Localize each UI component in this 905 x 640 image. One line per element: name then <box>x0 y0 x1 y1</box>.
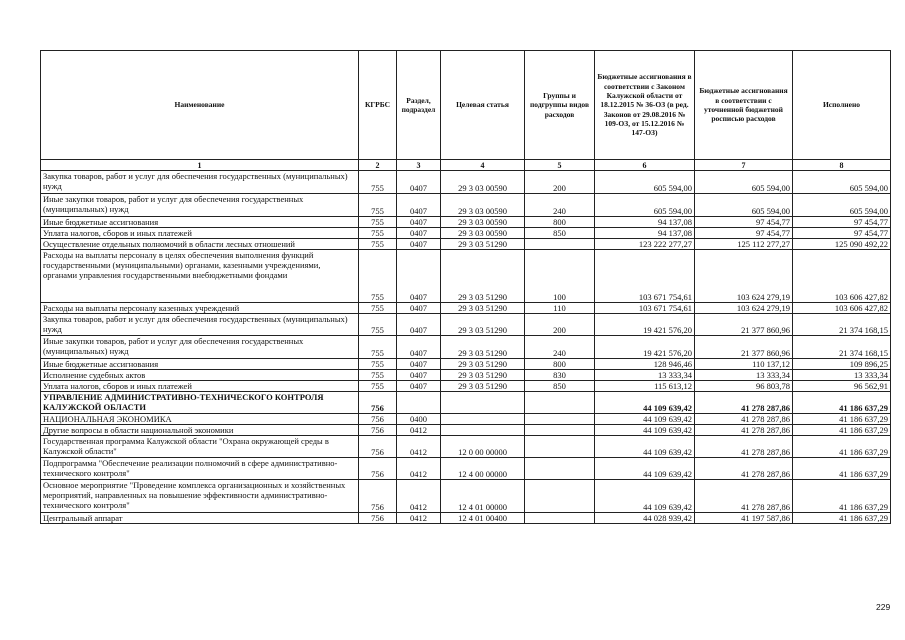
cell-target-article: 29 3 03 51290 <box>441 250 525 303</box>
cell-name: Расходы на выплаты персоналу казенных учреждений <box>41 303 359 314</box>
cell-kgrbs: 755 <box>359 303 397 314</box>
cell-law-appropriations: 19 421 576,20 <box>595 314 695 336</box>
cell-kgrbs: 755 <box>359 370 397 381</box>
cell-expense-group <box>525 425 595 436</box>
cell-expense-group: 200 <box>525 314 595 336</box>
cell-expense-group <box>525 480 595 513</box>
column-number: 3 <box>397 160 441 171</box>
table-row <box>41 217 891 228</box>
cell-law-appropriations: 94 137,08 <box>595 228 695 239</box>
cell-target-article: 12 4 01 00000 <box>441 480 525 513</box>
cell-kgrbs: 756 <box>359 513 397 524</box>
cell-law-appropriations: 13 333,34 <box>595 370 695 381</box>
cell-executed: 41 186 637,29 <box>793 513 891 524</box>
cell-name: Уплата налогов, сборов и иных платежей <box>41 381 359 392</box>
cell-kgrbs: 755 <box>359 228 397 239</box>
cell-name: Иные закупки товаров, работ и услуг для обеспечения государственных (муниципальных) нужд <box>41 194 359 217</box>
cell-refined-appropriations: 21 377 860,96 <box>695 314 793 336</box>
header-law-appropriations: Бюджетные ассигнования в соответствии с Законом Калужской области от 18.12.2015 № 36-ОЗ (в ред. Законов от 29.08.2016 № 109-ОЗ, от 15.12.2016 № 147-ОЗ) <box>595 51 695 160</box>
column-number: 4 <box>441 160 525 171</box>
cell-expense-group <box>525 239 595 250</box>
table-row <box>41 239 891 250</box>
cell-target-article: 12 0 00 00000 <box>441 436 525 458</box>
cell-refined-appropriations: 96 803,78 <box>695 381 793 392</box>
header-kgrbs: КГРБС <box>359 51 397 160</box>
cell-executed: 41 186 637,29 <box>793 436 891 458</box>
cell-name: Исполнение судебных актов <box>41 370 359 381</box>
table-row <box>41 250 891 303</box>
cell-executed: 41 186 637,29 <box>793 414 891 425</box>
cell-name: Закупка товаров, работ и услуг для обеспечения государственных (муниципальных) нужд <box>41 171 359 194</box>
cell-kgrbs: 755 <box>359 171 397 194</box>
header-target-article: Целевая статья <box>441 51 525 160</box>
cell-law-appropriations: 44 109 639,42 <box>595 392 695 414</box>
table-row <box>41 392 891 414</box>
cell-law-appropriations: 19 421 576,20 <box>595 336 695 359</box>
column-number: 2 <box>359 160 397 171</box>
cell-expense-group: 240 <box>525 194 595 217</box>
cell-kgrbs: 755 <box>359 336 397 359</box>
cell-law-appropriations: 44 109 639,42 <box>595 425 695 436</box>
cell-name: Расходы на выплаты персоналу в целях обеспечения выполнения функций государственными (муниципальными) органами, казенными учреждениями, органами управления государственными внебюджетными фондами <box>41 250 359 303</box>
column-number: 8 <box>793 160 891 171</box>
cell-law-appropriations: 103 671 754,61 <box>595 303 695 314</box>
cell-executed: 41 186 637,29 <box>793 425 891 436</box>
cell-section: 0412 <box>397 436 441 458</box>
cell-refined-appropriations: 21 377 860,96 <box>695 336 793 359</box>
cell-law-appropriations: 44 109 639,42 <box>595 480 695 513</box>
cell-target-article <box>441 392 525 414</box>
cell-refined-appropriations: 41 278 287,86 <box>695 392 793 414</box>
cell-refined-appropriations: 41 278 287,86 <box>695 480 793 513</box>
cell-target-article: 12 4 00 00000 <box>441 458 525 480</box>
table-row <box>41 414 891 425</box>
cell-executed: 41 186 637,29 <box>793 392 891 414</box>
table-row <box>41 458 891 480</box>
cell-executed: 97 454,77 <box>793 217 891 228</box>
cell-expense-group: 100 <box>525 250 595 303</box>
cell-executed: 13 333,34 <box>793 370 891 381</box>
cell-target-article: 29 3 03 51290 <box>441 303 525 314</box>
table-row <box>41 194 891 217</box>
cell-law-appropriations: 605 594,00 <box>595 194 695 217</box>
cell-expense-group: 800 <box>525 359 595 370</box>
cell-expense-group: 850 <box>525 228 595 239</box>
cell-refined-appropriations: 41 278 287,86 <box>695 436 793 458</box>
cell-name: НАЦИОНАЛЬНАЯ ЭКОНОМИКА <box>41 414 359 425</box>
cell-section: 0407 <box>397 370 441 381</box>
table-row <box>41 228 891 239</box>
cell-kgrbs: 755 <box>359 217 397 228</box>
cell-refined-appropriations: 97 454,77 <box>695 228 793 239</box>
cell-target-article: 29 3 03 00590 <box>441 217 525 228</box>
cell-target-article: 29 3 03 51290 <box>441 314 525 336</box>
cell-executed: 21 374 168,15 <box>793 336 891 359</box>
cell-target-article: 29 3 03 00590 <box>441 228 525 239</box>
cell-kgrbs: 756 <box>359 425 397 436</box>
cell-target-article: 29 3 03 51290 <box>441 239 525 250</box>
cell-section: 0412 <box>397 513 441 524</box>
cell-law-appropriations: 605 594,00 <box>595 171 695 194</box>
cell-law-appropriations: 44 109 639,42 <box>595 414 695 425</box>
cell-expense-group <box>525 436 595 458</box>
cell-law-appropriations: 94 137,08 <box>595 217 695 228</box>
cell-law-appropriations: 44 109 639,42 <box>595 458 695 480</box>
cell-expense-group: 200 <box>525 171 595 194</box>
cell-name: Иные закупки товаров, работ и услуг для обеспечения государственных (муниципальных) нужд <box>41 336 359 359</box>
cell-section: 0407 <box>397 303 441 314</box>
column-number: 7 <box>695 160 793 171</box>
cell-kgrbs: 755 <box>359 359 397 370</box>
cell-executed: 103 606 427,82 <box>793 250 891 303</box>
column-number-row <box>41 160 891 171</box>
header-name: Наименование <box>41 51 359 160</box>
cell-executed: 41 186 637,29 <box>793 458 891 480</box>
cell-expense-group <box>525 513 595 524</box>
cell-law-appropriations: 123 222 277,27 <box>595 239 695 250</box>
cell-section: 0407 <box>397 171 441 194</box>
cell-section: 0407 <box>397 239 441 250</box>
cell-name: Закупка товаров, работ и услуг для обеспечения государственных (муниципальных) нужд <box>41 314 359 336</box>
cell-section: 0407 <box>397 359 441 370</box>
cell-section: 0407 <box>397 228 441 239</box>
cell-executed: 605 594,00 <box>793 194 891 217</box>
cell-target-article: 29 3 03 51290 <box>441 381 525 392</box>
cell-executed: 605 594,00 <box>793 171 891 194</box>
cell-executed: 96 562,91 <box>793 381 891 392</box>
cell-refined-appropriations: 41 278 287,86 <box>695 425 793 436</box>
cell-section: 0412 <box>397 458 441 480</box>
cell-expense-group <box>525 458 595 480</box>
cell-refined-appropriations: 605 594,00 <box>695 194 793 217</box>
cell-kgrbs: 756 <box>359 392 397 414</box>
cell-law-appropriations: 115 613,12 <box>595 381 695 392</box>
table-row <box>41 303 891 314</box>
cell-refined-appropriations: 103 624 279,19 <box>695 303 793 314</box>
cell-refined-appropriations: 41 197 587,86 <box>695 513 793 524</box>
table-row <box>41 359 891 370</box>
cell-name: Центральный аппарат <box>41 513 359 524</box>
table-row <box>41 425 891 436</box>
cell-kgrbs: 755 <box>359 314 397 336</box>
cell-name: Осуществление отдельных полномочий в области лесных отношений <box>41 239 359 250</box>
cell-kgrbs: 756 <box>359 436 397 458</box>
cell-refined-appropriations: 41 278 287,86 <box>695 414 793 425</box>
cell-target-article <box>441 414 525 425</box>
cell-executed: 109 896,25 <box>793 359 891 370</box>
column-number: 5 <box>525 160 595 171</box>
cell-target-article: 29 3 03 51290 <box>441 370 525 381</box>
cell-law-appropriations: 44 109 639,42 <box>595 436 695 458</box>
table-row <box>41 436 891 458</box>
table-row <box>41 513 891 524</box>
cell-refined-appropriations: 103 624 279,19 <box>695 250 793 303</box>
cell-expense-group: 800 <box>525 217 595 228</box>
cell-name: Другие вопросы в области национальной экономики <box>41 425 359 436</box>
cell-refined-appropriations: 605 594,00 <box>695 171 793 194</box>
cell-target-article: 29 3 03 51290 <box>441 336 525 359</box>
table-row <box>41 314 891 336</box>
cell-law-appropriations: 44 028 939,42 <box>595 513 695 524</box>
cell-expense-group: 850 <box>525 381 595 392</box>
column-number: 6 <box>595 160 695 171</box>
cell-section: 0407 <box>397 381 441 392</box>
cell-name: УПРАВЛЕНИЕ АДМИНИСТРАТИВНО-ТЕХНИЧЕСКОГО КОНТРОЛЯ КАЛУЖСКОЙ ОБЛАСТИ <box>41 392 359 414</box>
cell-name: Иные бюджетные ассигнования <box>41 217 359 228</box>
cell-executed: 103 606 427,82 <box>793 303 891 314</box>
cell-section <box>397 392 441 414</box>
table-row <box>41 336 891 359</box>
cell-section: 0400 <box>397 414 441 425</box>
cell-executed: 21 374 168,15 <box>793 314 891 336</box>
cell-section: 0412 <box>397 425 441 436</box>
cell-name: Подпрограмма "Обеспечение реализации полномочий в сфере административно-технического контроля" <box>41 458 359 480</box>
cell-expense-group: 110 <box>525 303 595 314</box>
cell-name: Основное мероприятие "Проведение комплекса организационных и хозяйственных мероприятий, направленных на повышение эффективности административно-технического контроля" <box>41 480 359 513</box>
cell-section: 0407 <box>397 336 441 359</box>
header-row <box>41 51 891 160</box>
cell-section: 0407 <box>397 217 441 228</box>
cell-target-article <box>441 425 525 436</box>
header-expense-group: Группы и подгруппы видов расходов <box>525 51 595 160</box>
cell-kgrbs: 755 <box>359 239 397 250</box>
cell-kgrbs: 756 <box>359 414 397 425</box>
cell-executed: 41 186 637,29 <box>793 480 891 513</box>
cell-target-article: 29 3 03 51290 <box>441 359 525 370</box>
column-number: 1 <box>41 160 359 171</box>
cell-kgrbs: 755 <box>359 194 397 217</box>
cell-refined-appropriations: 110 137,12 <box>695 359 793 370</box>
budget-table <box>40 50 891 524</box>
cell-target-article: 29 3 03 00590 <box>441 171 525 194</box>
cell-expense-group <box>525 414 595 425</box>
cell-section: 0407 <box>397 314 441 336</box>
table-row <box>41 171 891 194</box>
header-section: Раздел, подраздел <box>397 51 441 160</box>
cell-executed: 97 454,77 <box>793 228 891 239</box>
cell-refined-appropriations: 13 333,34 <box>695 370 793 381</box>
cell-law-appropriations: 103 671 754,61 <box>595 250 695 303</box>
cell-section: 0407 <box>397 194 441 217</box>
cell-executed: 125 090 492,22 <box>793 239 891 250</box>
page-number: 229 <box>876 602 891 612</box>
cell-refined-appropriations: 125 112 277,27 <box>695 239 793 250</box>
cell-kgrbs: 755 <box>359 381 397 392</box>
cell-kgrbs: 756 <box>359 458 397 480</box>
cell-section: 0412 <box>397 480 441 513</box>
cell-name: Уплата налогов, сборов и иных платежей <box>41 228 359 239</box>
cell-refined-appropriations: 97 454,77 <box>695 217 793 228</box>
cell-expense-group <box>525 392 595 414</box>
cell-kgrbs: 756 <box>359 480 397 513</box>
cell-law-appropriations: 128 946,46 <box>595 359 695 370</box>
cell-name: Иные бюджетные ассигнования <box>41 359 359 370</box>
cell-target-article: 12 4 01 00400 <box>441 513 525 524</box>
header-executed: Исполнено <box>793 51 891 160</box>
cell-section: 0407 <box>397 250 441 303</box>
cell-name: Государственная программа Калужской области "Охрана окружающей среды в Калужской области" <box>41 436 359 458</box>
header-refined-appropriations: Бюджетные ассигнования в соответствии с уточненной бюджетной росписью расходов <box>695 51 793 160</box>
cell-target-article: 29 3 03 00590 <box>441 194 525 217</box>
table-row <box>41 370 891 381</box>
cell-refined-appropriations: 41 278 287,86 <box>695 458 793 480</box>
table-row <box>41 480 891 513</box>
cell-expense-group: 830 <box>525 370 595 381</box>
cell-expense-group: 240 <box>525 336 595 359</box>
cell-kgrbs: 755 <box>359 250 397 303</box>
table-row <box>41 381 891 392</box>
